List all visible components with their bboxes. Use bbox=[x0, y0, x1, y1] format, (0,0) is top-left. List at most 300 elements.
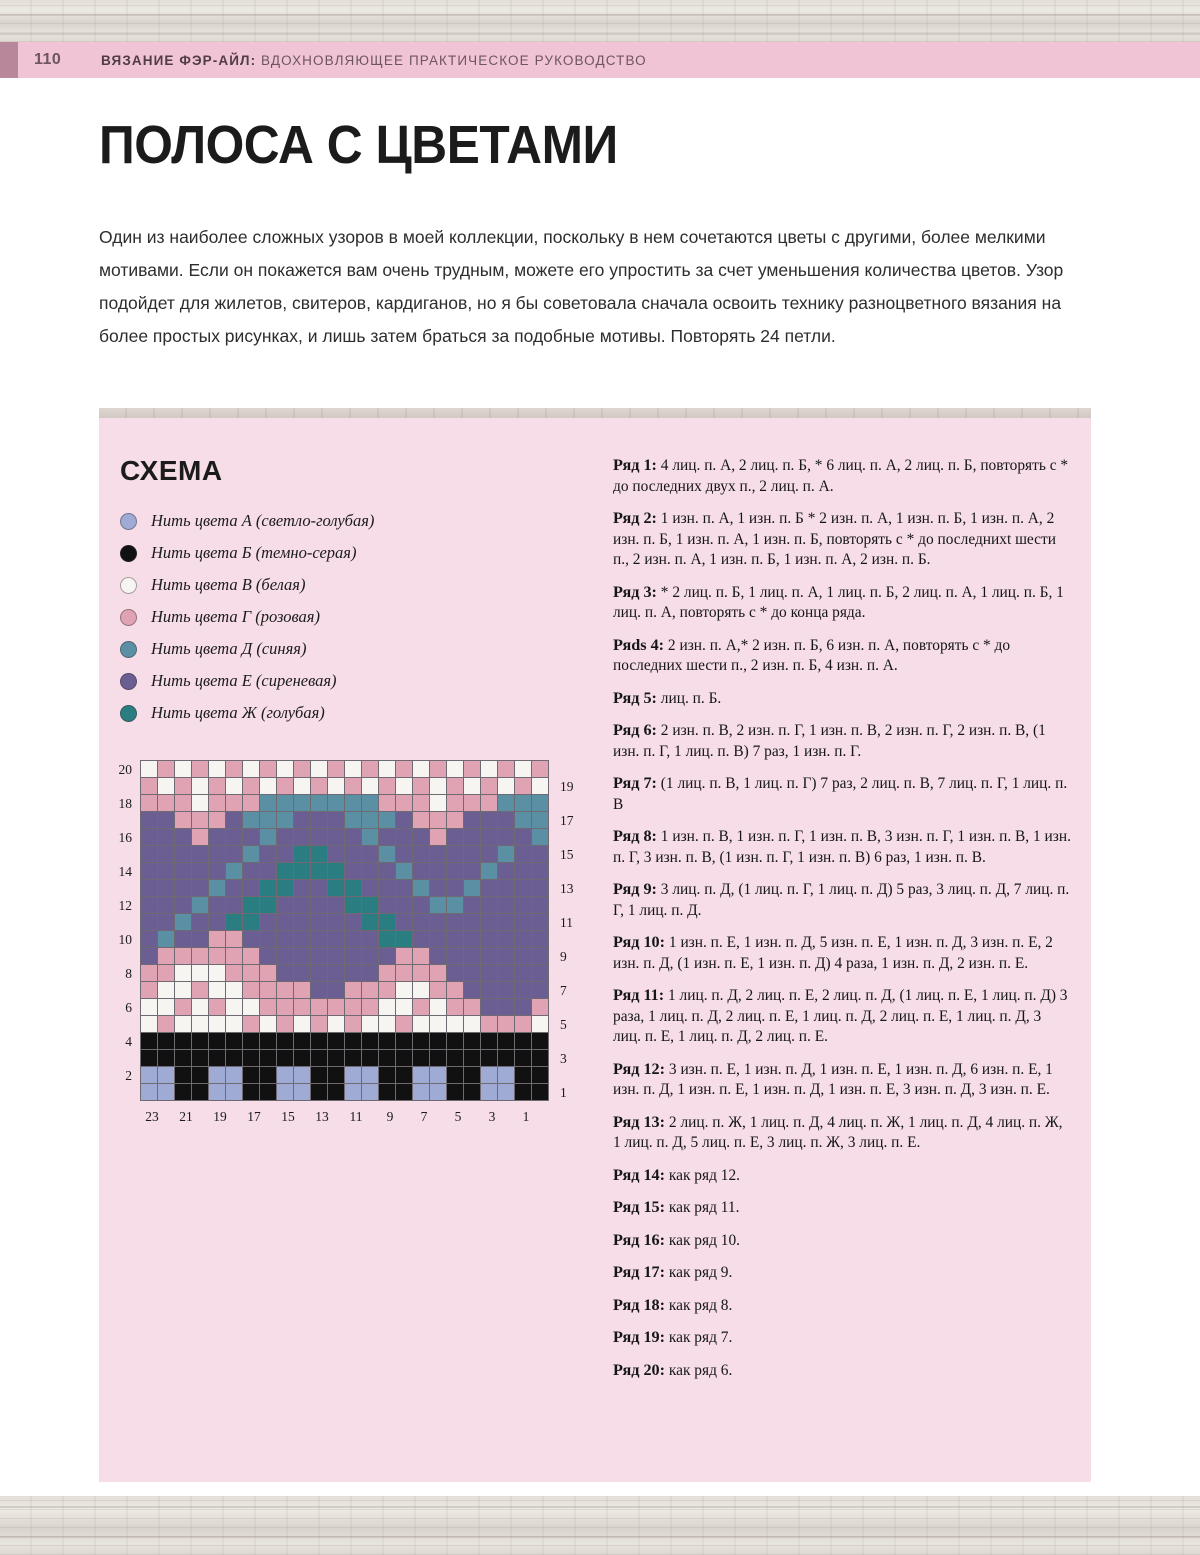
row-instruction bbox=[613, 1059, 1073, 1101]
row-instruction-text: 1 изн. п. В, 1 изн. п. Г, 1 изн. п. В, 3 изн. п. Г, 1 изн. п. В, 1 изн. п. Г, 3 изн. п. В, (1 изн. п. Г, 1 изн. п. В) 6 раз, 1 изн. п. В. bbox=[613, 828, 1071, 866]
chart-cell bbox=[243, 1067, 260, 1084]
row-instruction bbox=[613, 1295, 1073, 1317]
chart-cell bbox=[447, 846, 464, 863]
legend-swatch-icon bbox=[120, 545, 137, 562]
chart-cell bbox=[226, 778, 243, 795]
row-instruction-label: Ряд 5: bbox=[613, 688, 657, 707]
chart-cell bbox=[379, 931, 396, 948]
chart-cell bbox=[277, 897, 294, 914]
row-instruction-label: Ряд 14: bbox=[613, 1165, 666, 1184]
running-header bbox=[0, 42, 1200, 78]
chart-cell bbox=[311, 1033, 328, 1050]
chart-cell bbox=[430, 965, 447, 982]
chart-cell bbox=[141, 829, 158, 846]
legend-item bbox=[120, 569, 540, 601]
chart-cell bbox=[498, 931, 515, 948]
chart-cell bbox=[498, 982, 515, 999]
chart-row-label-left: 16 bbox=[118, 830, 132, 845]
chart-cell bbox=[413, 1016, 430, 1033]
chart-column-label: 3 bbox=[488, 1109, 496, 1124]
chart-cell bbox=[413, 948, 430, 965]
chart-cell bbox=[209, 931, 226, 948]
chart-cell bbox=[158, 965, 175, 982]
chart-cell bbox=[192, 1067, 209, 1084]
chart-cell bbox=[413, 931, 430, 948]
chart-cell bbox=[294, 948, 311, 965]
chart-cell bbox=[277, 914, 294, 931]
chart-cell bbox=[481, 795, 498, 812]
chart-cell bbox=[532, 1050, 549, 1067]
row-instruction-label: Ряд 1: bbox=[613, 456, 657, 474]
chart-cell bbox=[481, 1067, 498, 1084]
chart-cell bbox=[192, 914, 209, 931]
chart-cell bbox=[175, 931, 192, 948]
chart-grid-row bbox=[141, 761, 549, 778]
chart-cell bbox=[141, 931, 158, 948]
chart-cell bbox=[362, 812, 379, 829]
chart-cell bbox=[362, 1016, 379, 1033]
chart-cell bbox=[158, 1067, 175, 1084]
chart-cell bbox=[243, 1033, 260, 1050]
chart-cell bbox=[294, 846, 311, 863]
chart-cell bbox=[209, 1050, 226, 1067]
chart-cell bbox=[464, 829, 481, 846]
chart-cell bbox=[464, 897, 481, 914]
chart-cell bbox=[379, 1050, 396, 1067]
chart-cell bbox=[532, 931, 549, 948]
chart-cell bbox=[311, 1050, 328, 1067]
chart-cell bbox=[396, 999, 413, 1016]
chart-cell bbox=[311, 761, 328, 778]
chart-cell bbox=[311, 846, 328, 863]
row-instruction bbox=[613, 720, 1073, 762]
chart-cell bbox=[141, 1016, 158, 1033]
chart-cell bbox=[413, 829, 430, 846]
chart-cell bbox=[192, 846, 209, 863]
row-instruction-text: как ряд 7. bbox=[665, 1329, 733, 1346]
chart-cell bbox=[430, 846, 447, 863]
chart-cell bbox=[226, 1016, 243, 1033]
chart-cell bbox=[192, 1016, 209, 1033]
chart-cell bbox=[294, 1016, 311, 1033]
chart-cell bbox=[481, 778, 498, 795]
chart-cell bbox=[175, 761, 192, 778]
chart-cell bbox=[158, 778, 175, 795]
chart-cell bbox=[345, 1084, 362, 1101]
chart-cell bbox=[209, 1016, 226, 1033]
chart-cell bbox=[379, 863, 396, 880]
row-instruction bbox=[613, 879, 1073, 921]
chart-cell bbox=[532, 1016, 549, 1033]
chart-cell bbox=[175, 897, 192, 914]
chart-cell bbox=[447, 965, 464, 982]
chart-cell bbox=[447, 812, 464, 829]
chart-cell bbox=[260, 880, 277, 897]
row-instruction-text: * 2 лиц. п. Б, 1 лиц. п. А, 1 лиц. п. Б, 2 лиц. п. А, 1 лиц. п. Б, 1 лиц. п. А, повторять с * до конца ряда. bbox=[613, 583, 1064, 621]
chart-cell bbox=[430, 778, 447, 795]
chart-cell bbox=[430, 1033, 447, 1050]
chart-cell bbox=[158, 812, 175, 829]
chart-cell bbox=[294, 778, 311, 795]
chart-row-label-right: 7 bbox=[560, 983, 567, 998]
chart-cell bbox=[413, 965, 430, 982]
row-instruction-text: как ряд 8. bbox=[665, 1296, 733, 1314]
row-instruction-text: как ряд 6. bbox=[665, 1361, 733, 1379]
chart-cell bbox=[464, 846, 481, 863]
chart-cell bbox=[430, 761, 447, 778]
chart-cell bbox=[396, 778, 413, 795]
chart-cell bbox=[515, 761, 532, 778]
chart-cell bbox=[260, 829, 277, 846]
chart-cell bbox=[311, 914, 328, 931]
chart-cell bbox=[158, 1050, 175, 1067]
chart-cell bbox=[226, 914, 243, 931]
chart-cell bbox=[209, 778, 226, 795]
chart-cell bbox=[277, 948, 294, 965]
chart-cell bbox=[447, 1050, 464, 1067]
row-instruction-label: Ряds 4: bbox=[613, 635, 665, 654]
chart-cell bbox=[430, 982, 447, 999]
chart-cell bbox=[498, 1067, 515, 1084]
chart-cell bbox=[192, 982, 209, 999]
chart-cell bbox=[464, 778, 481, 795]
chart-cell bbox=[277, 863, 294, 880]
chart-cell bbox=[226, 897, 243, 914]
chart-cell bbox=[464, 999, 481, 1016]
chart-cell bbox=[226, 931, 243, 948]
chart-cell bbox=[243, 1084, 260, 1101]
row-instruction-label: Ряд 8: bbox=[613, 827, 657, 845]
chart-cell bbox=[328, 999, 345, 1016]
chart-cell bbox=[243, 880, 260, 897]
chart-cell bbox=[192, 778, 209, 795]
chart-cell bbox=[175, 880, 192, 897]
chart-cell bbox=[532, 846, 549, 863]
chart-grid-row bbox=[141, 829, 549, 846]
row-instructions bbox=[613, 455, 1073, 1392]
chart-cell bbox=[175, 1067, 192, 1084]
chart-cell bbox=[158, 761, 175, 778]
chart-row-label-right: 1 bbox=[560, 1085, 567, 1100]
chart-cell bbox=[413, 863, 430, 880]
legend-swatch-icon bbox=[120, 609, 137, 626]
chart-cell bbox=[379, 795, 396, 812]
row-instruction-label: Ряд 11: bbox=[613, 986, 665, 1004]
chart-cell bbox=[192, 761, 209, 778]
chart-cell bbox=[396, 1033, 413, 1050]
chart-cell bbox=[379, 999, 396, 1016]
chart-cell bbox=[243, 863, 260, 880]
chart-row-label-left: 14 bbox=[118, 864, 132, 879]
chart-cell bbox=[243, 761, 260, 778]
chart-cell bbox=[209, 982, 226, 999]
chart-cell bbox=[498, 829, 515, 846]
chart-cell bbox=[532, 999, 549, 1016]
chart-cell bbox=[447, 931, 464, 948]
chart-cell bbox=[260, 999, 277, 1016]
row-instruction-label: Ряд 15: bbox=[613, 1198, 666, 1216]
chart-cell bbox=[498, 863, 515, 880]
chart-cell bbox=[515, 948, 532, 965]
chart-cell bbox=[209, 795, 226, 812]
chart-cell bbox=[243, 846, 260, 863]
chart-cell bbox=[413, 914, 430, 931]
chart-cell bbox=[379, 1084, 396, 1101]
chart-cell bbox=[209, 880, 226, 897]
chart-cell bbox=[430, 931, 447, 948]
chart-cell bbox=[362, 999, 379, 1016]
chart-cell bbox=[413, 846, 430, 863]
chart-cell bbox=[141, 1033, 158, 1050]
chart-cell bbox=[447, 1016, 464, 1033]
chart-cell bbox=[328, 948, 345, 965]
chart-row-label-left: 18 bbox=[118, 796, 132, 811]
chart-cell bbox=[294, 999, 311, 1016]
running-header-title-bold: ВЯЗАНИЕ ФЭР-АЙЛ: bbox=[101, 53, 257, 68]
legend-swatch-icon bbox=[120, 673, 137, 690]
chart-cell bbox=[277, 880, 294, 897]
row-instruction bbox=[613, 1165, 1073, 1187]
chart-cell bbox=[481, 880, 498, 897]
row-instruction-label: Ряд 6: bbox=[613, 721, 657, 739]
chart-cell bbox=[175, 846, 192, 863]
row-instruction bbox=[613, 1230, 1073, 1252]
chart-cell bbox=[345, 914, 362, 931]
chart-cell bbox=[192, 795, 209, 812]
chart-cell bbox=[192, 1084, 209, 1101]
chart-cell bbox=[498, 1084, 515, 1101]
chart-cell bbox=[396, 846, 413, 863]
chart-cell bbox=[413, 897, 430, 914]
chart-cell bbox=[175, 829, 192, 846]
chart-cell bbox=[192, 880, 209, 897]
chart-cell bbox=[515, 931, 532, 948]
chart-cell bbox=[260, 778, 277, 795]
chart-cell bbox=[158, 880, 175, 897]
chart-cell bbox=[277, 1033, 294, 1050]
legend-item bbox=[120, 505, 540, 537]
chart-cell bbox=[294, 863, 311, 880]
chart-cell bbox=[243, 982, 260, 999]
chart-cell bbox=[328, 965, 345, 982]
chart-cell bbox=[362, 914, 379, 931]
legend-swatch-icon bbox=[120, 641, 137, 658]
chart-cell bbox=[515, 999, 532, 1016]
legend-item-label: Нить цвета Б (темно-серая) bbox=[151, 543, 357, 562]
chart-cell bbox=[396, 1016, 413, 1033]
chart-cell bbox=[294, 812, 311, 829]
chart-cell bbox=[481, 829, 498, 846]
chart-cell bbox=[311, 812, 328, 829]
chart-cell bbox=[226, 829, 243, 846]
chart-cell bbox=[430, 795, 447, 812]
chart-cell bbox=[209, 948, 226, 965]
chart-cell bbox=[396, 965, 413, 982]
legend-item bbox=[120, 633, 540, 665]
chart-cell bbox=[498, 948, 515, 965]
chart-grid-row bbox=[141, 778, 549, 795]
row-instruction bbox=[613, 455, 1073, 497]
intro-paragraph: Один из наиболее сложных узоров в моей коллекции, поскольку в нем сочетаются цветы с другими, более мелкими мотивами. Если он покажется вам очень трудным, можете его упростить за счет уменьшения количества цветов. Узор подойдет для жилетов, свитеров, кардиганов, но я бы советовала сначала освоить технику разноцветного вязания на более простых рисунках, и лишь затем браться за подобные мотивы. Повторять 24 петли. bbox=[99, 227, 1064, 346]
running-header-title bbox=[101, 53, 647, 68]
row-instruction bbox=[613, 932, 1073, 974]
chart-cell bbox=[311, 863, 328, 880]
chart-cell bbox=[430, 1067, 447, 1084]
chart-cell bbox=[379, 1016, 396, 1033]
chart-cell bbox=[192, 829, 209, 846]
chart-cell bbox=[396, 812, 413, 829]
chart-cell bbox=[328, 846, 345, 863]
chart-cell bbox=[430, 1016, 447, 1033]
chart-cell bbox=[515, 1050, 532, 1067]
chart-cell bbox=[328, 931, 345, 948]
legend-item-label: Нить цвета В (белая) bbox=[151, 575, 306, 594]
row-instruction-label: Ряд 16: bbox=[613, 1230, 666, 1249]
chart-cell bbox=[192, 1050, 209, 1067]
chart-cell bbox=[328, 761, 345, 778]
row-instruction bbox=[613, 508, 1073, 571]
chart-cell bbox=[294, 795, 311, 812]
chart-cell bbox=[345, 812, 362, 829]
chart-cell bbox=[141, 1084, 158, 1101]
chart-cell bbox=[532, 948, 549, 965]
chart-cell bbox=[532, 965, 549, 982]
chart-cell bbox=[226, 812, 243, 829]
chart-cell bbox=[362, 931, 379, 948]
chart-row-label-right: 3 bbox=[560, 1051, 567, 1066]
chart-cell bbox=[447, 948, 464, 965]
chart-grid-row bbox=[141, 931, 549, 948]
chart-cell bbox=[294, 1084, 311, 1101]
chart-cell bbox=[430, 1050, 447, 1067]
chart-cell bbox=[175, 914, 192, 931]
chart-cell bbox=[277, 965, 294, 982]
chart-cell bbox=[464, 761, 481, 778]
chart-column-label: 1 bbox=[522, 1109, 530, 1124]
chart-cell bbox=[464, 931, 481, 948]
chart-cell bbox=[464, 1050, 481, 1067]
chart-cell bbox=[464, 982, 481, 999]
chart-cell bbox=[311, 965, 328, 982]
chart-cell bbox=[430, 1084, 447, 1101]
chart-cell bbox=[379, 829, 396, 846]
chart-cell bbox=[158, 1033, 175, 1050]
chart-cell bbox=[464, 795, 481, 812]
chart-cell bbox=[345, 1067, 362, 1084]
chart-cell bbox=[345, 829, 362, 846]
chart-cell bbox=[226, 863, 243, 880]
legend-swatch-icon bbox=[120, 513, 137, 530]
wood-texture-bottom bbox=[0, 1496, 1200, 1555]
chart-cell bbox=[379, 897, 396, 914]
chart-cell bbox=[532, 863, 549, 880]
chart-cell bbox=[260, 795, 277, 812]
chart-column-label: 7 bbox=[420, 1109, 428, 1124]
chart-cell bbox=[481, 1084, 498, 1101]
chart-cell bbox=[243, 999, 260, 1016]
chart-cell bbox=[362, 846, 379, 863]
chart-cell bbox=[294, 914, 311, 931]
legend-item bbox=[120, 665, 540, 697]
chart-cell bbox=[209, 965, 226, 982]
chart-cell bbox=[328, 1084, 345, 1101]
running-header-accent-bar bbox=[0, 42, 18, 78]
row-instruction-label: Ряд 18: bbox=[613, 1295, 666, 1314]
chart-cell bbox=[345, 1033, 362, 1050]
chart-grid-row bbox=[141, 863, 549, 880]
chart-cell bbox=[430, 812, 447, 829]
wood-texture-top bbox=[0, 0, 1200, 42]
chart-row-label-right: 9 bbox=[560, 949, 567, 964]
chart-cell bbox=[345, 931, 362, 948]
chart-cell bbox=[311, 948, 328, 965]
chart-cell bbox=[243, 829, 260, 846]
chart-cell bbox=[345, 846, 362, 863]
chart-cell bbox=[464, 812, 481, 829]
chart-cell bbox=[362, 1033, 379, 1050]
chart-cell bbox=[175, 1050, 192, 1067]
chart-cell bbox=[481, 1016, 498, 1033]
row-instruction-label: Ряд 19: bbox=[613, 1328, 666, 1346]
page-title: ПОЛОСА С ЦВЕТАМИ bbox=[99, 115, 618, 175]
chart-cell bbox=[311, 778, 328, 795]
chart-cell bbox=[158, 931, 175, 948]
chart-cell bbox=[345, 761, 362, 778]
chart-row-label-left: 20 bbox=[118, 762, 132, 777]
chart-column-label: 5 bbox=[454, 1109, 462, 1124]
chart-cell bbox=[447, 982, 464, 999]
chart-cell bbox=[379, 1067, 396, 1084]
chart-grid bbox=[140, 760, 549, 1101]
chart-cell bbox=[413, 812, 430, 829]
chart-cell bbox=[175, 812, 192, 829]
schema-heading: СХЕМА bbox=[120, 455, 223, 486]
chart-cell bbox=[362, 1084, 379, 1101]
chart-grid-row bbox=[141, 1016, 549, 1033]
chart-cell bbox=[447, 778, 464, 795]
chart-cell bbox=[158, 863, 175, 880]
chart-cell bbox=[447, 863, 464, 880]
chart-cell bbox=[226, 1084, 243, 1101]
chart-cell bbox=[379, 812, 396, 829]
chart-row-label-left: 2 bbox=[125, 1068, 132, 1083]
chart-cell bbox=[498, 965, 515, 982]
chart-cell bbox=[175, 1033, 192, 1050]
chart-cell bbox=[532, 778, 549, 795]
chart-cell bbox=[379, 1033, 396, 1050]
chart-cell bbox=[277, 846, 294, 863]
chart-cell bbox=[192, 897, 209, 914]
chart-cell bbox=[209, 1084, 226, 1101]
chart-cell bbox=[532, 761, 549, 778]
chart-cell bbox=[277, 931, 294, 948]
chart-cell bbox=[277, 982, 294, 999]
chart-cell bbox=[226, 795, 243, 812]
chart-cell bbox=[498, 795, 515, 812]
chart-cell bbox=[260, 897, 277, 914]
chart-cell bbox=[260, 761, 277, 778]
row-instruction bbox=[613, 1327, 1073, 1349]
chart-cell bbox=[345, 948, 362, 965]
chart-cell bbox=[260, 931, 277, 948]
chart-cell bbox=[396, 914, 413, 931]
chart-column-label: 9 bbox=[386, 1109, 394, 1124]
chart-grid-row bbox=[141, 812, 549, 829]
chart-cell bbox=[209, 829, 226, 846]
chart-cell bbox=[328, 1016, 345, 1033]
chart-cell bbox=[481, 846, 498, 863]
legend-item bbox=[120, 601, 540, 633]
